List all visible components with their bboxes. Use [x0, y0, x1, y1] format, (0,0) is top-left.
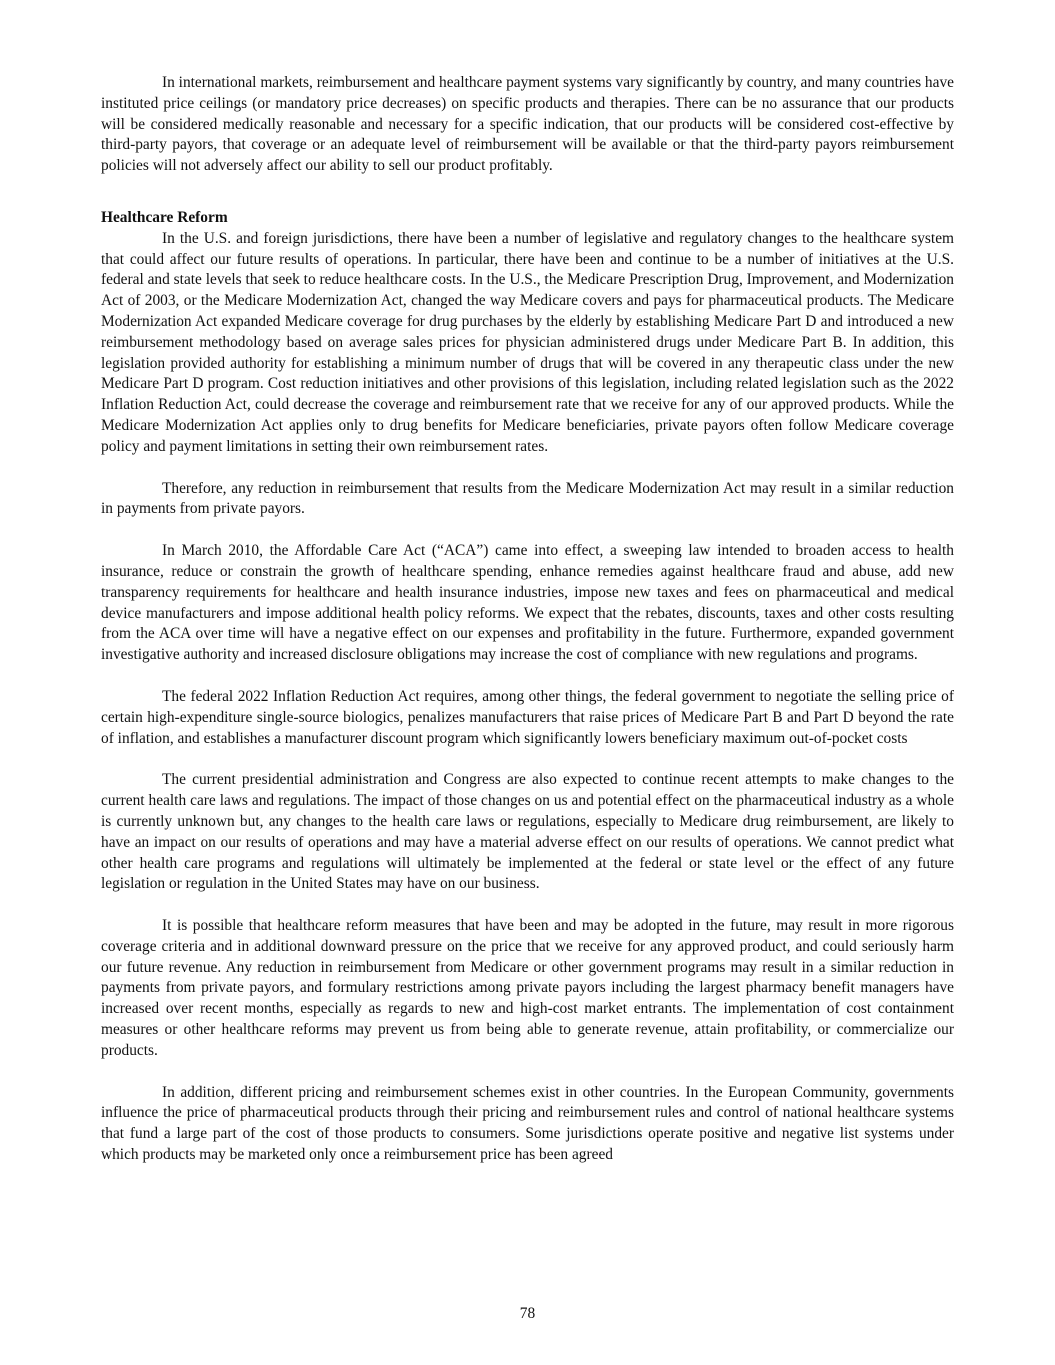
document-page [101, 73, 954, 1166]
page-number: 78 [519, 1305, 536, 1322]
paragraph-aca: In March 2010, the Affordable Care Act (“ACA”) came into effect, a sweeping law intended to broaden access to health insurance, reduce or constrain the growth of healthcare spending, enhance remedies against healthcare fraud and abuse, add new transparency requirements for healthcare and health insurance industries, impose new taxes and fees on pharmaceutical and medical device manufacturers and impose additional health policy reforms. We expect that the rebates, discounts, taxes and other costs resulting from the ACA over time will have a negative effect on our expenses and profitability in the future. Furthermore, expanded government investigative authority and increased disclosure obligations may increase the cost of compliance with new regulations and programs. [101, 542, 954, 664]
paragraph-reform-measures: It is possible that healthcare reform measures that have been and may be adopted in the future, may result in more rigorous coverage criteria and in additional downward pressure on the price that we receive for any approved product, and could seriously harm our future revenue. Any reduction in reimbursement from Medicare or other government programs may result in a similar reduction in payments from private payors, and formulary restrictions among private payors including the largest pharmacy benefit managers have increased over recent months, especially as regards to new and high-cost market entrants. The implementation of cost containment measures or other healthcare reforms may prevent us from being able to generate revenue, attain profitability, or commercialize our products. [101, 917, 954, 1059]
intro-paragraph: In international markets, reimbursement and healthcare payment systems vary significantly by country, and many countries have instituted price ceilings (or mandatory price decreases) on specific products and therapies. There can be no assurance that our products will be considered medically reasonable and necessary for a specific indication, that our products will be considered cost-effective by third-party payors, that coverage or an adequate level of reimbursement will be available or that the third-party payors reimbursement policies will not adversely affect our ability to sell our product profitably. [101, 74, 954, 175]
paragraph-legislative-changes: In the U.S. and foreign jurisdictions, there have been a number of legislative and regulatory changes to the healthcare system that could affect our future results of operations. In particular, there have been and continue to be a number of initiatives at the U.S. federal and state levels that seek to reduce healthcare costs. In the U.S., the Medicare Prescription Drug, Improvement, and Modernization Act of 2003, or the Medicare Modernization Act, changed the way Medicare covers and pays for pharmaceutical products. The Medicare Modernization Act expanded Medicare coverage for drug purchases by the elderly by establishing Medicare Part D and introduced a new reimbursement methodology based on average sales prices for physician administered drugs under Medicare Part B. In addition, this legislation provided authority for establishing a minimum number of drugs that will be covered in any therapeutic class under the new Medicare Part D program. Cost reduction initiatives and other provisions of this legislation, including related legislation such as the 2022 Inflation Reduction Act, could decrease the coverage and reimbursement rate that we receive for any of our approved products. While the Medicare Modernization Act applies only to drug benefits for Medicare beneficiaries, private payors often follow Medicare coverage policy and payment limitations in setting their own reimbursement rates. [101, 229, 954, 455]
section-heading: Healthcare Reform [101, 208, 228, 226]
paragraph-other-countries: In addition, different pricing and reimbursement schemes exist in other countries. In the European Community, governments influence the price of pharmaceutical products through their pricing and reimbursement rules and control of national healthcare systems that fund a large part of the cost of those products to consumers. Some jurisdictions operate positive and negative list systems under which products may be marketed only once a reimbursement price has been agreed [101, 1083, 954, 1164]
paragraph-inflation-reduction-act: The federal 2022 Inflation Reduction Act requires, among other things, the federal government to negotiate the selling price of certain high-expenditure single-source biologics, penalizes manufacturers that raise prices of Medicare Part B and Part D beyond the rate of inflation, and establishes a manufacturer discount program which significantly lowers beneficiary maximum out-of-pocket costs [101, 687, 954, 747]
paragraph-reduction-reimbursement: Therefore, any reduction in reimbursement that results from the Medicare Modernization Act may result in a similar reduction in payments from private payors. [101, 479, 954, 518]
paragraph-administration-congress: The current presidential administration and Congress are also expected to continue recent attempts to make changes to the current health care laws and regulations. The impact of those changes on us and potential effect on the pharmaceutical industry as a whole is currently unknown but, any changes to the health care laws or regulations, especially to Medicare drug reimbursement, are likely to have an impact on our results of operations and may have a material adverse effect on our results of operations. We cannot predict what other health care programs and regulations will ultimately be implemented at the federal or state level or the effect of any future legislation or regulation in the United States may have on our business. [101, 771, 954, 893]
